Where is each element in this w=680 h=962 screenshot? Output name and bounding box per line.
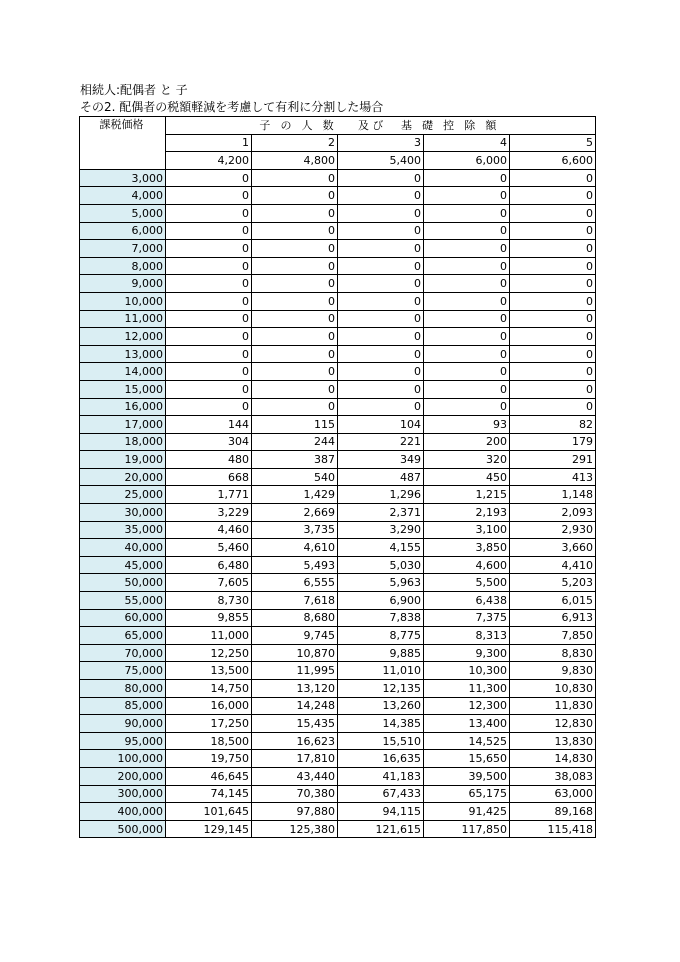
tax-amount-cell: 0 [510, 240, 596, 258]
tax-amount-cell: 12,300 [424, 697, 510, 715]
tax-amount-cell: 43,440 [252, 767, 338, 785]
tax-amount-cell: 0 [510, 275, 596, 293]
tax-amount-cell: 0 [424, 345, 510, 363]
table-row [80, 539, 596, 557]
tax-amount-cell: 0 [510, 204, 596, 222]
table-row [80, 715, 596, 733]
tax-amount-cell: 16,623 [252, 732, 338, 750]
tax-amount-cell: 4,155 [338, 539, 424, 557]
child-count-4: 4 [424, 134, 510, 152]
tax-amount-cell: 93 [424, 416, 510, 434]
tax-amount-cell: 320 [424, 451, 510, 469]
basic-deduction-2: 4,800 [252, 152, 338, 170]
table-row [80, 363, 596, 381]
heirs-title: 相続人:配偶者 と 子 [80, 83, 188, 97]
tax-amount-cell: 0 [424, 222, 510, 240]
tax-amount-cell: 14,830 [510, 750, 596, 768]
tax-amount-cell: 3,660 [510, 539, 596, 557]
tax-amount-cell: 0 [252, 398, 338, 416]
tax-amount-cell: 8,775 [338, 627, 424, 645]
tax-amount-cell: 1,296 [338, 486, 424, 504]
table-row [80, 328, 596, 346]
tax-amount-cell: 0 [338, 398, 424, 416]
tax-amount-cell: 13,260 [338, 697, 424, 715]
tax-amount-cell: 12,135 [338, 680, 424, 698]
taxable-price-cell: 400,000 [80, 803, 166, 821]
table-row [80, 504, 596, 522]
tax-amount-cell: 121,615 [338, 820, 424, 838]
basic-deduction-1: 4,200 [166, 152, 252, 170]
taxable-price-cell: 35,000 [80, 521, 166, 539]
tax-amount-cell: 0 [252, 240, 338, 258]
table-row [80, 416, 596, 434]
tax-amount-cell: 12,250 [166, 644, 252, 662]
tax-amount-cell: 0 [166, 240, 252, 258]
tax-amount-cell: 540 [252, 468, 338, 486]
tax-amount-cell: 13,500 [166, 662, 252, 680]
tax-amount-cell: 0 [252, 363, 338, 381]
tax-amount-cell: 8,680 [252, 609, 338, 627]
taxable-price-cell: 25,000 [80, 486, 166, 504]
tax-amount-cell: 3,735 [252, 521, 338, 539]
tax-amount-cell: 9,745 [252, 627, 338, 645]
tax-amount-cell: 15,650 [424, 750, 510, 768]
tax-amount-cell: 0 [424, 380, 510, 398]
children-deduction-header: 子 の 人 数 及び 基 礎 控 除 額 [166, 117, 596, 135]
tax-amount-cell: 17,810 [252, 750, 338, 768]
tax-amount-cell: 0 [166, 398, 252, 416]
tax-amount-cell: 0 [252, 204, 338, 222]
taxable-price-cell: 65,000 [80, 627, 166, 645]
tax-amount-cell: 89,168 [510, 803, 596, 821]
basic-deduction-5: 6,600 [510, 152, 596, 170]
taxable-price-cell: 8,000 [80, 257, 166, 275]
tax-amount-cell: 0 [424, 328, 510, 346]
tax-amount-cell: 6,480 [166, 556, 252, 574]
taxable-price-cell: 45,000 [80, 556, 166, 574]
tax-amount-cell: 14,248 [252, 697, 338, 715]
tax-amount-cell: 7,618 [252, 592, 338, 610]
table-row [80, 222, 596, 240]
tax-amount-cell: 0 [338, 275, 424, 293]
table-row [80, 204, 596, 222]
taxable-price-cell: 55,000 [80, 592, 166, 610]
tax-amount-cell: 101,645 [166, 803, 252, 821]
tax-amount-cell: 41,183 [338, 767, 424, 785]
taxable-price-cell: 9,000 [80, 275, 166, 293]
tax-amount-cell: 0 [166, 275, 252, 293]
tax-amount-cell: 1,771 [166, 486, 252, 504]
tax-amount-cell: 668 [166, 468, 252, 486]
tax-amount-cell: 94,115 [338, 803, 424, 821]
tax-amount-cell: 5,030 [338, 556, 424, 574]
tax-amount-cell: 450 [424, 468, 510, 486]
tax-amount-cell: 7,605 [166, 574, 252, 592]
tax-amount-cell: 8,313 [424, 627, 510, 645]
tax-amount-cell: 179 [510, 433, 596, 451]
taxable-price-cell: 3,000 [80, 169, 166, 187]
taxable-price-cell: 300,000 [80, 785, 166, 803]
tax-amount-cell: 1,215 [424, 486, 510, 504]
tax-amount-cell: 0 [166, 222, 252, 240]
taxable-price-cell: 7,000 [80, 240, 166, 258]
taxable-price-cell: 12,000 [80, 328, 166, 346]
tax-amount-cell: 11,010 [338, 662, 424, 680]
tax-amount-cell: 18,500 [166, 732, 252, 750]
tax-amount-cell: 387 [252, 451, 338, 469]
tax-amount-cell: 0 [510, 257, 596, 275]
tax-amount-cell: 8,830 [510, 644, 596, 662]
tax-amount-cell: 0 [424, 363, 510, 381]
tax-amount-cell: 0 [338, 222, 424, 240]
taxable-price-cell: 15,000 [80, 380, 166, 398]
taxable-price-cell: 30,000 [80, 504, 166, 522]
table-row [80, 767, 596, 785]
tax-amount-cell: 0 [166, 310, 252, 328]
tax-amount-cell: 46,645 [166, 767, 252, 785]
tax-amount-cell: 4,410 [510, 556, 596, 574]
tax-amount-cell: 0 [252, 222, 338, 240]
table-row [80, 240, 596, 258]
tax-amount-cell: 2,193 [424, 504, 510, 522]
tax-amount-cell: 125,380 [252, 820, 338, 838]
tax-amount-cell: 304 [166, 433, 252, 451]
tax-amount-cell: 5,500 [424, 574, 510, 592]
taxable-price-cell: 10,000 [80, 292, 166, 310]
tax-amount-cell: 0 [338, 240, 424, 258]
tax-amount-cell: 0 [424, 275, 510, 293]
child-count-3: 3 [338, 134, 424, 152]
table-row [80, 785, 596, 803]
tax-amount-cell: 487 [338, 468, 424, 486]
tax-amount-cell: 82 [510, 416, 596, 434]
tax-amount-cell: 9,830 [510, 662, 596, 680]
tax-amount-cell: 1,148 [510, 486, 596, 504]
taxable-price-cell: 13,000 [80, 345, 166, 363]
tax-amount-cell: 0 [252, 169, 338, 187]
table-row [80, 380, 596, 398]
tax-amount-cell: 0 [252, 275, 338, 293]
tax-amount-cell: 0 [510, 222, 596, 240]
tax-amount-cell: 65,175 [424, 785, 510, 803]
table-row [80, 556, 596, 574]
table-row [80, 680, 596, 698]
tax-amount-cell: 6,555 [252, 574, 338, 592]
tax-amount-cell: 17,250 [166, 715, 252, 733]
table-row [80, 451, 596, 469]
tax-amount-cell: 4,610 [252, 539, 338, 557]
tax-amount-cell: 14,385 [338, 715, 424, 733]
table-row [80, 803, 596, 821]
table-row [80, 486, 596, 504]
taxable-price-cell: 80,000 [80, 680, 166, 698]
tax-amount-cell: 0 [338, 169, 424, 187]
tax-amount-cell: 4,460 [166, 521, 252, 539]
tax-amount-cell: 0 [166, 380, 252, 398]
tax-amount-cell: 0 [424, 257, 510, 275]
table-row [80, 521, 596, 539]
tax-amount-cell: 9,855 [166, 609, 252, 627]
table-row [80, 697, 596, 715]
tax-amount-cell: 0 [166, 187, 252, 205]
tax-amount-cell: 3,290 [338, 521, 424, 539]
tax-amount-cell: 11,830 [510, 697, 596, 715]
tax-amount-cell: 0 [424, 240, 510, 258]
taxable-price-cell: 200,000 [80, 767, 166, 785]
tax-amount-cell: 1,429 [252, 486, 338, 504]
tax-amount-cell: 0 [252, 187, 338, 205]
tax-amount-cell: 12,830 [510, 715, 596, 733]
tax-amount-cell: 0 [166, 292, 252, 310]
tax-amount-cell: 5,203 [510, 574, 596, 592]
tax-amount-cell: 15,510 [338, 732, 424, 750]
tax-amount-cell: 480 [166, 451, 252, 469]
taxable-price-cell: 500,000 [80, 820, 166, 838]
taxable-price-cell: 100,000 [80, 750, 166, 768]
tax-amount-cell: 16,000 [166, 697, 252, 715]
tax-amount-cell: 19,750 [166, 750, 252, 768]
tax-amount-cell: 0 [424, 204, 510, 222]
table-subtitle: その2. 配偶者の税額軽減を考慮して有利に分割した場合 [80, 100, 384, 114]
tax-amount-cell: 5,493 [252, 556, 338, 574]
table-row [80, 609, 596, 627]
tax-amount-cell: 7,838 [338, 609, 424, 627]
taxable-price-cell: 6,000 [80, 222, 166, 240]
tax-amount-cell: 9,885 [338, 644, 424, 662]
tax-amount-cell: 0 [424, 187, 510, 205]
table-row [80, 592, 596, 610]
tax-amount-cell: 14,750 [166, 680, 252, 698]
tax-amount-cell: 0 [510, 345, 596, 363]
child-count-2: 2 [252, 134, 338, 152]
tax-amount-cell: 10,870 [252, 644, 338, 662]
tax-amount-cell: 0 [510, 380, 596, 398]
table-row [80, 662, 596, 680]
tax-amount-cell: 0 [166, 345, 252, 363]
table-row [80, 310, 596, 328]
tax-amount-cell: 200 [424, 433, 510, 451]
table-row [80, 292, 596, 310]
taxable-price-cell: 16,000 [80, 398, 166, 416]
tax-amount-cell: 11,000 [166, 627, 252, 645]
tax-amount-cell: 244 [252, 433, 338, 451]
tax-amount-cell: 11,300 [424, 680, 510, 698]
basic-deduction-3: 5,400 [338, 152, 424, 170]
tax-amount-cell: 0 [510, 310, 596, 328]
tax-amount-cell: 67,433 [338, 785, 424, 803]
tax-amount-cell: 0 [510, 363, 596, 381]
tax-amount-cell: 3,100 [424, 521, 510, 539]
tax-amount-cell: 6,900 [338, 592, 424, 610]
tax-amount-cell: 0 [252, 257, 338, 275]
tax-amount-cell: 5,963 [338, 574, 424, 592]
table-row [80, 433, 596, 451]
tax-amount-cell: 7,375 [424, 609, 510, 627]
tax-amount-cell: 13,830 [510, 732, 596, 750]
taxable-price-cell: 70,000 [80, 644, 166, 662]
tax-amount-cell: 0 [424, 310, 510, 328]
tax-amount-cell: 16,635 [338, 750, 424, 768]
taxable-price-cell: 11,000 [80, 310, 166, 328]
tax-amount-cell: 0 [338, 257, 424, 275]
tax-amount-cell: 117,850 [424, 820, 510, 838]
tax-amount-cell: 0 [424, 169, 510, 187]
inheritance-tax-table [79, 116, 596, 838]
table-row [80, 820, 596, 838]
tax-amount-cell: 0 [166, 204, 252, 222]
taxable-price-cell: 90,000 [80, 715, 166, 733]
tax-amount-cell: 144 [166, 416, 252, 434]
tax-amount-cell: 0 [166, 328, 252, 346]
tax-amount-cell: 97,880 [252, 803, 338, 821]
taxable-price-cell: 50,000 [80, 574, 166, 592]
taxable-price-cell: 75,000 [80, 662, 166, 680]
tax-amount-cell: 13,400 [424, 715, 510, 733]
tax-amount-cell: 2,371 [338, 504, 424, 522]
tax-amount-cell: 2,930 [510, 521, 596, 539]
tax-amount-cell: 0 [252, 345, 338, 363]
tax-amount-cell: 0 [510, 398, 596, 416]
child-count-1: 1 [166, 134, 252, 152]
tax-amount-cell: 13,120 [252, 680, 338, 698]
table-row [80, 257, 596, 275]
taxable-price-cell: 5,000 [80, 204, 166, 222]
tax-amount-cell: 9,300 [424, 644, 510, 662]
tax-amount-cell: 0 [252, 328, 338, 346]
tax-amount-cell: 0 [510, 187, 596, 205]
tax-amount-cell: 0 [338, 380, 424, 398]
tax-amount-cell: 104 [338, 416, 424, 434]
tax-amount-cell: 115 [252, 416, 338, 434]
taxable-price-cell: 18,000 [80, 433, 166, 451]
table-row [80, 169, 596, 187]
table-row [80, 750, 596, 768]
tax-amount-cell: 2,669 [252, 504, 338, 522]
taxable-price-cell: 85,000 [80, 697, 166, 715]
taxable-price-cell: 4,000 [80, 187, 166, 205]
tax-amount-cell: 0 [338, 292, 424, 310]
taxable-price-cell: 19,000 [80, 451, 166, 469]
tax-amount-cell: 0 [252, 310, 338, 328]
table-row [80, 574, 596, 592]
table-row [80, 345, 596, 363]
tax-amount-cell: 0 [338, 187, 424, 205]
tax-amount-cell: 38,083 [510, 767, 596, 785]
table-row [80, 732, 596, 750]
basic-deduction-4: 6,000 [424, 152, 510, 170]
tax-amount-cell: 3,850 [424, 539, 510, 557]
tax-amount-cell: 0 [338, 328, 424, 346]
tax-table-body [80, 169, 596, 838]
tax-amount-cell: 0 [252, 380, 338, 398]
table-row [80, 398, 596, 416]
tax-amount-cell: 0 [252, 292, 338, 310]
tax-amount-cell: 349 [338, 451, 424, 469]
tax-amount-cell: 63,000 [510, 785, 596, 803]
taxable-price-cell: 40,000 [80, 539, 166, 557]
table-row [80, 627, 596, 645]
tax-amount-cell: 2,093 [510, 504, 596, 522]
tax-amount-cell: 6,913 [510, 609, 596, 627]
tax-amount-cell: 0 [338, 363, 424, 381]
tax-amount-cell: 39,500 [424, 767, 510, 785]
table-row [80, 644, 596, 662]
tax-amount-cell: 0 [338, 345, 424, 363]
tax-amount-cell: 0 [166, 363, 252, 381]
tax-amount-cell: 0 [510, 169, 596, 187]
tax-amount-cell: 5,460 [166, 539, 252, 557]
tax-amount-cell: 6,015 [510, 592, 596, 610]
taxable-price-cell: 60,000 [80, 609, 166, 627]
tax-amount-cell: 291 [510, 451, 596, 469]
header-row-group [80, 117, 596, 135]
tax-amount-cell: 0 [338, 310, 424, 328]
table-row [80, 275, 596, 293]
tax-amount-cell: 3,229 [166, 504, 252, 522]
tax-amount-cell: 6,438 [424, 592, 510, 610]
tax-amount-cell: 115,418 [510, 820, 596, 838]
tax-amount-cell: 4,600 [424, 556, 510, 574]
tax-amount-cell: 74,145 [166, 785, 252, 803]
tax-amount-cell: 0 [424, 292, 510, 310]
tax-amount-cell: 0 [424, 398, 510, 416]
tax-amount-cell: 0 [338, 204, 424, 222]
tax-amount-cell: 221 [338, 433, 424, 451]
taxable-price-cell: 20,000 [80, 468, 166, 486]
taxable-price-header: 課税価格 [80, 117, 166, 170]
taxable-price-cell: 95,000 [80, 732, 166, 750]
tax-amount-cell: 14,525 [424, 732, 510, 750]
taxable-price-cell: 14,000 [80, 363, 166, 381]
tax-amount-cell: 413 [510, 468, 596, 486]
tax-amount-cell: 0 [510, 292, 596, 310]
tax-amount-cell: 11,995 [252, 662, 338, 680]
tax-amount-cell: 70,380 [252, 785, 338, 803]
tax-amount-cell: 129,145 [166, 820, 252, 838]
taxable-price-cell: 17,000 [80, 416, 166, 434]
tax-amount-cell: 15,435 [252, 715, 338, 733]
tax-amount-cell: 91,425 [424, 803, 510, 821]
tax-amount-cell: 10,300 [424, 662, 510, 680]
child-count-5: 5 [510, 134, 596, 152]
tax-amount-cell: 0 [166, 169, 252, 187]
tax-amount-cell: 7,850 [510, 627, 596, 645]
table-row [80, 468, 596, 486]
tax-amount-cell: 0 [166, 257, 252, 275]
tax-amount-cell: 8,730 [166, 592, 252, 610]
tax-amount-cell: 0 [510, 328, 596, 346]
tax-amount-cell: 10,830 [510, 680, 596, 698]
table-row [80, 187, 596, 205]
